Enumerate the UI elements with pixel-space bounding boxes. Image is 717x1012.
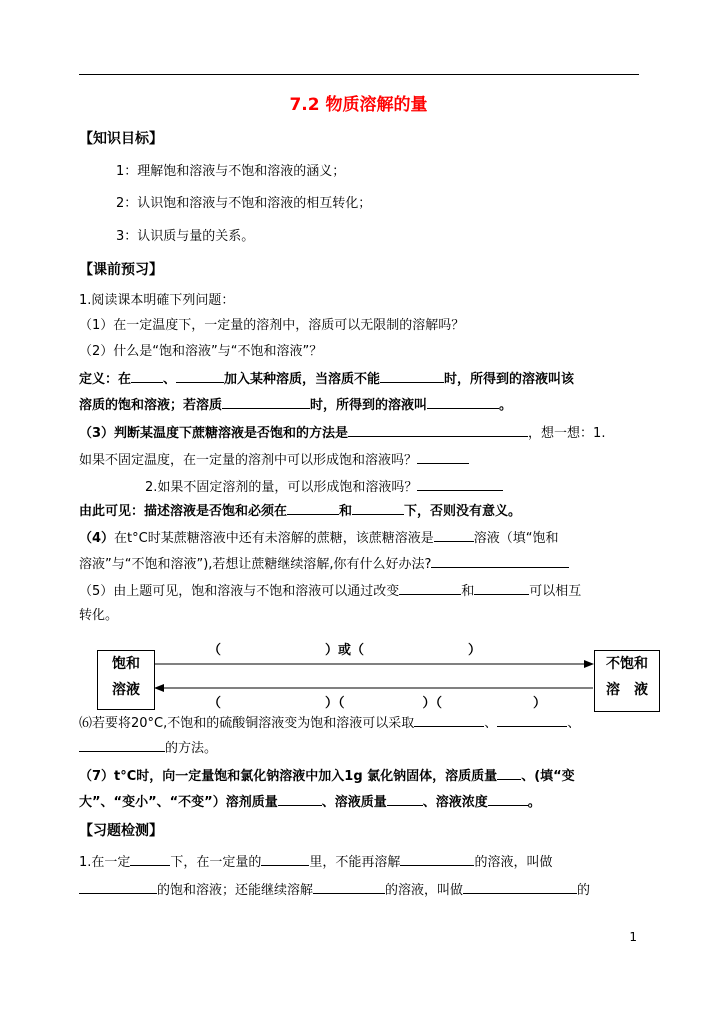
section-goals-heading: 【知识目标】 <box>79 131 163 147</box>
blank <box>261 852 309 866</box>
blank <box>497 766 521 780</box>
question-1-intro: 1.阅读课本明確下列问题： <box>79 293 235 308</box>
exercise-1-text: 里，不能再溶解 <box>309 855 401 870</box>
question-5-line-2: 转化。 <box>79 608 119 623</box>
blank <box>463 880 577 894</box>
question-3-text: 2.如果不固定溶剂的量，可以形成饱和溶液吗？ <box>145 480 418 495</box>
blank <box>488 792 528 806</box>
question-7-text: 、(填“变 <box>521 769 575 784</box>
page-title: 7.2 物质溶解的量 <box>289 95 428 115</box>
question-7-line-2 <box>79 792 541 813</box>
definition-text: 时，所得到的溶液叫该 <box>444 372 575 387</box>
goal-item: 3：认识质与量的关系。 <box>116 229 255 244</box>
question-1-1: （1）在一定温度下，一定量的溶剂中，溶质可以无限制的溶解吗？ <box>79 318 465 333</box>
question-7-text: （7）t°C时，向一定量饱和氯化钠溶液中加入1g 氯化钠固体，溶质质量 <box>79 769 498 784</box>
blank <box>414 713 484 727</box>
question-6-text: 、 <box>484 716 498 731</box>
conclusion-text: 和 <box>339 504 353 519</box>
conclusion-text: 下，否则没有意义。 <box>404 504 522 519</box>
question-7-text: 大”、“变小”、“不变”）溶剂质量 <box>79 795 278 810</box>
question-3-text: （3）判断某温度下蔗糖溶液是否饱和的方法是 <box>79 426 349 441</box>
question-3-text: 如果不固定温度，在一定量的溶剂中可以形成饱和溶液吗？ <box>79 453 418 468</box>
question-4-text: 在t°C时某蔗糖溶液中还有未溶解的蔗糖，该蔗糖溶液是 <box>114 531 434 546</box>
blank <box>130 852 170 866</box>
definition-text: 加入某种溶质，当溶质不能 <box>224 372 381 387</box>
blank <box>278 792 322 806</box>
question-6-text: 、 <box>567 716 581 731</box>
question-6-text: 的方法。 <box>165 741 218 756</box>
question-5-text: 和 <box>461 584 475 599</box>
exercise-1-text: 的 <box>577 883 591 898</box>
blank <box>497 713 567 727</box>
exercise-1-text: 的溶液，叫做 <box>385 883 464 898</box>
box-label: 不饱和 <box>606 656 648 672</box>
question-5-text: （5）由上题可见，饱和溶液与不饱和溶液可以通过改变 <box>79 584 400 599</box>
exercise-1-text: 的溶液，叫做 <box>474 855 553 870</box>
exercise-1-line-1 <box>79 852 552 873</box>
blank <box>313 880 385 894</box>
exercise-1-text: 下，在一定量的 <box>170 855 262 870</box>
exercise-1-line-2 <box>79 880 590 901</box>
definition-text: 溶质的饱和溶液；若溶质 <box>79 398 223 413</box>
question-1-2: （2）什么是“饱和溶液”与“不饱和溶液”？ <box>79 344 323 359</box>
goal-item: 2：认识饱和溶液与不饱和溶液的相互转化； <box>116 196 372 211</box>
question-6-text: ⑹若要将20°C,不饱和的硫酸铜溶液变为饱和溶液可以采取 <box>79 716 415 731</box>
question-7-text: 。 <box>527 795 541 810</box>
goal-item: 1：理解饱和溶液与不饱和溶液的涵义； <box>116 164 346 179</box>
question-6-line-1 <box>79 713 580 734</box>
question-7-text: 、溶液浓度 <box>422 795 488 810</box>
definition-text: 、 <box>163 372 177 387</box>
blank <box>400 852 474 866</box>
question-4-text: （4） <box>79 531 115 546</box>
question-3-text: ，想一想：1. <box>528 426 606 441</box>
box-label: 溶液 <box>112 682 140 698</box>
blank <box>79 738 165 752</box>
question-7-line-1 <box>79 766 575 787</box>
question-4-text: 溶液（填“饱和 <box>473 531 559 546</box>
page-number: 1 <box>629 930 637 944</box>
question-4-text: 溶液”与“不饱和溶液”),若想让蔗糖继续溶解,你有什么好办法? <box>79 557 432 572</box>
definition-text: 时，所得到的溶液叫 <box>310 398 428 413</box>
forward-condition-label: （ ）或（ ） <box>208 643 482 658</box>
reverse-condition-label: （ ）（ ）（ ） <box>208 696 547 711</box>
question-6-line-2 <box>79 738 217 759</box>
exercise-1-text: 的饱和溶液；还能继续溶解 <box>157 883 314 898</box>
conclusion-text: 由此可见：描述溶液是否饱和必须在 <box>79 504 288 519</box>
definition-text: 。 <box>499 398 513 413</box>
box-label: 溶 液 <box>606 682 648 698</box>
definition-text: 定义：在 <box>79 372 132 387</box>
box-label: 饱和 <box>112 656 140 672</box>
question-7-text: 、溶液质量 <box>321 795 387 810</box>
question-5-text: 可以相互 <box>529 584 582 599</box>
exercise-1-text: 1.在一定 <box>79 855 131 870</box>
section-preview-heading: 【课前预习】 <box>79 262 163 278</box>
blank <box>79 880 157 894</box>
section-check-heading: 【习题检测】 <box>79 823 163 839</box>
blank <box>387 792 423 806</box>
